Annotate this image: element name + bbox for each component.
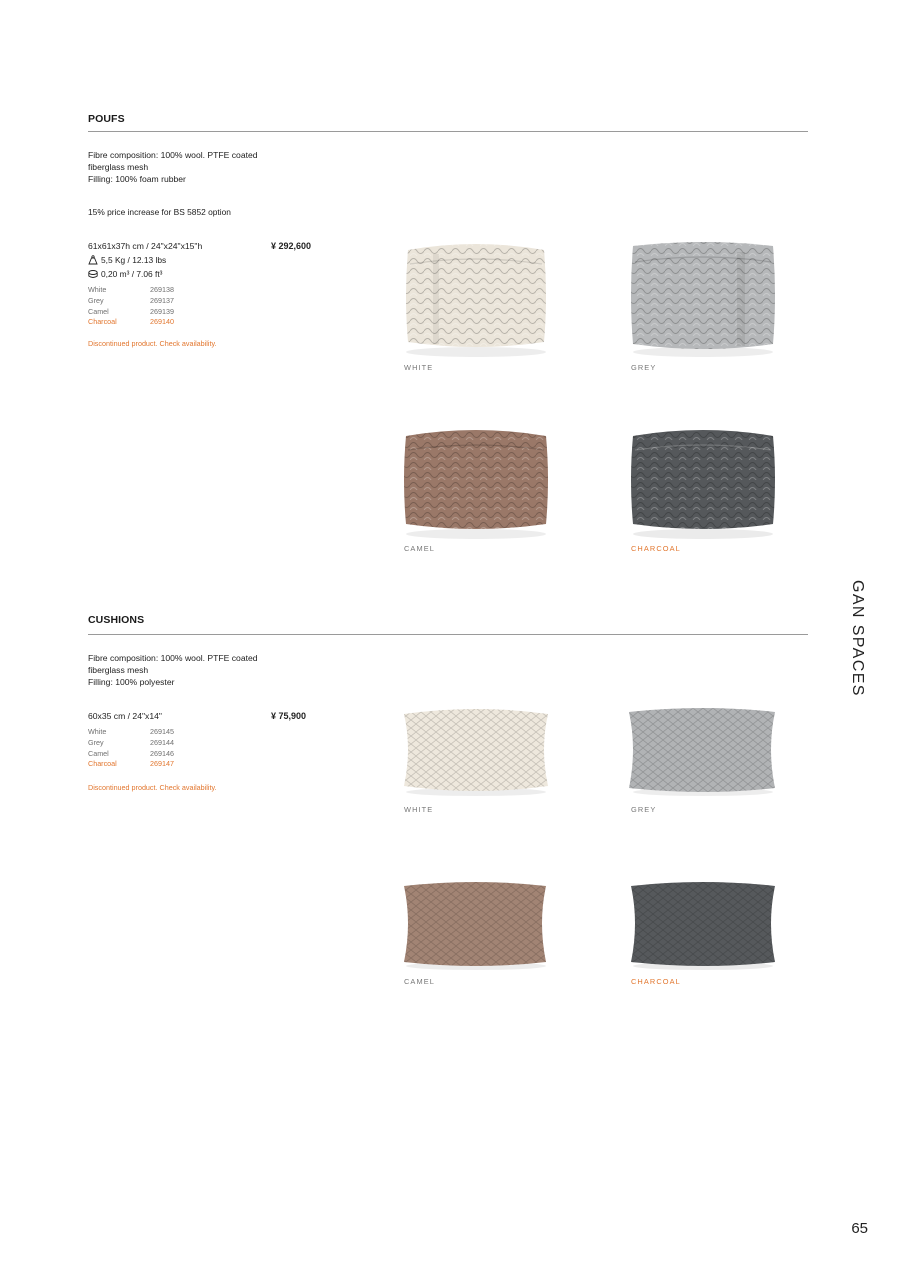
color-name: White xyxy=(88,285,107,294)
product-code: 269139 xyxy=(150,306,174,316)
product-code: 269137 xyxy=(150,295,174,305)
poufs-weight-value: 5,5 Kg / 12.13 lbs xyxy=(101,255,167,265)
color-name: Charcoal xyxy=(88,759,117,769)
cushion-white-caption: WHITE xyxy=(404,805,434,814)
cushion-camel-image xyxy=(396,878,556,972)
cushions-price: ¥ 75,900 xyxy=(271,711,307,721)
poufs-weight xyxy=(88,254,166,266)
poufs-divider xyxy=(88,131,808,132)
color-name: Grey xyxy=(88,737,104,747)
poufs-dimensions: 61x61x37h cm / 24"x24"x15"h xyxy=(88,241,203,251)
page-number: 65 xyxy=(851,1220,868,1237)
product-code: 269144 xyxy=(150,737,174,747)
pouf-charcoal-image xyxy=(623,420,783,544)
cushion-charcoal-image xyxy=(623,878,783,972)
poufs-description xyxy=(88,149,328,185)
brand-vertical-label xyxy=(838,580,866,698)
poufs-description-line: Filling: 100% foam rubber xyxy=(88,174,186,184)
poufs-code-list xyxy=(88,285,174,328)
pouf-charcoal-caption: CHARCOAL xyxy=(631,544,681,553)
color-name: Charcoal xyxy=(88,317,117,327)
list-item xyxy=(88,317,174,328)
cushions-divider xyxy=(88,634,808,635)
cushions-title: CUSHIONS xyxy=(88,614,145,626)
cushions-description-line: Filling: 100% polyester xyxy=(88,677,175,687)
cushion-grey-image xyxy=(623,704,783,798)
product-code: 269146 xyxy=(150,748,174,758)
weight-icon xyxy=(88,255,98,265)
pouf-white-caption: WHITE xyxy=(404,363,434,372)
brand-name: GAN SPACES xyxy=(849,580,866,697)
pouf-grey-caption: GREY xyxy=(631,363,657,372)
product-code: 269145 xyxy=(150,727,174,736)
list-item xyxy=(88,296,174,307)
list-item xyxy=(88,307,174,318)
cushion-camel-caption: CAMEL xyxy=(404,977,435,986)
volume-box-icon xyxy=(88,269,98,279)
color-name: White xyxy=(88,727,107,736)
color-name: Camel xyxy=(88,748,109,758)
list-item xyxy=(88,738,174,749)
cushion-charcoal-caption: CHARCOAL xyxy=(631,977,681,986)
pouf-white-image xyxy=(396,236,556,360)
pouf-camel-image xyxy=(396,420,556,544)
poufs-discontinued-note: Discontinued product. Check availability. xyxy=(88,339,217,348)
cushions-description xyxy=(88,652,328,688)
poufs-title: POUFS xyxy=(88,113,125,125)
poufs-price: ¥ 292,600 xyxy=(271,241,312,251)
cushions-discontinued-note: Discontinued product. Check availability. xyxy=(88,783,217,792)
pouf-camel-caption: CAMEL xyxy=(404,544,435,553)
poufs-description-line: Fibre composition: 100% wool. PTFE coated xyxy=(88,150,258,160)
product-code: 269147 xyxy=(150,759,174,769)
poufs-volume-value: 0,20 m³ / 7.06 ft³ xyxy=(101,269,163,279)
product-code: 269140 xyxy=(150,317,174,327)
cushions-code-list xyxy=(88,727,174,770)
cushions-description-line: Fibre composition: 100% wool. PTFE coated xyxy=(88,653,258,663)
cushions-dimensions: 60x35 cm / 24"x14" xyxy=(88,711,162,721)
poufs-volume xyxy=(88,268,162,280)
color-name: Camel xyxy=(88,306,109,316)
pouf-grey-image xyxy=(623,236,783,360)
cushions-description-line: fiberglass mesh xyxy=(88,665,149,675)
color-name: Grey xyxy=(88,295,104,305)
poufs-bs-note: 15% price increase for BS 5852 option xyxy=(88,207,231,217)
list-item xyxy=(88,749,174,760)
list-item xyxy=(88,285,174,296)
poufs-description-line: fiberglass mesh xyxy=(88,162,149,172)
cushion-grey-caption: GREY xyxy=(631,805,657,814)
list-item xyxy=(88,727,174,738)
cushion-white-image xyxy=(396,704,556,798)
list-item xyxy=(88,759,174,770)
product-code: 269138 xyxy=(150,285,174,294)
